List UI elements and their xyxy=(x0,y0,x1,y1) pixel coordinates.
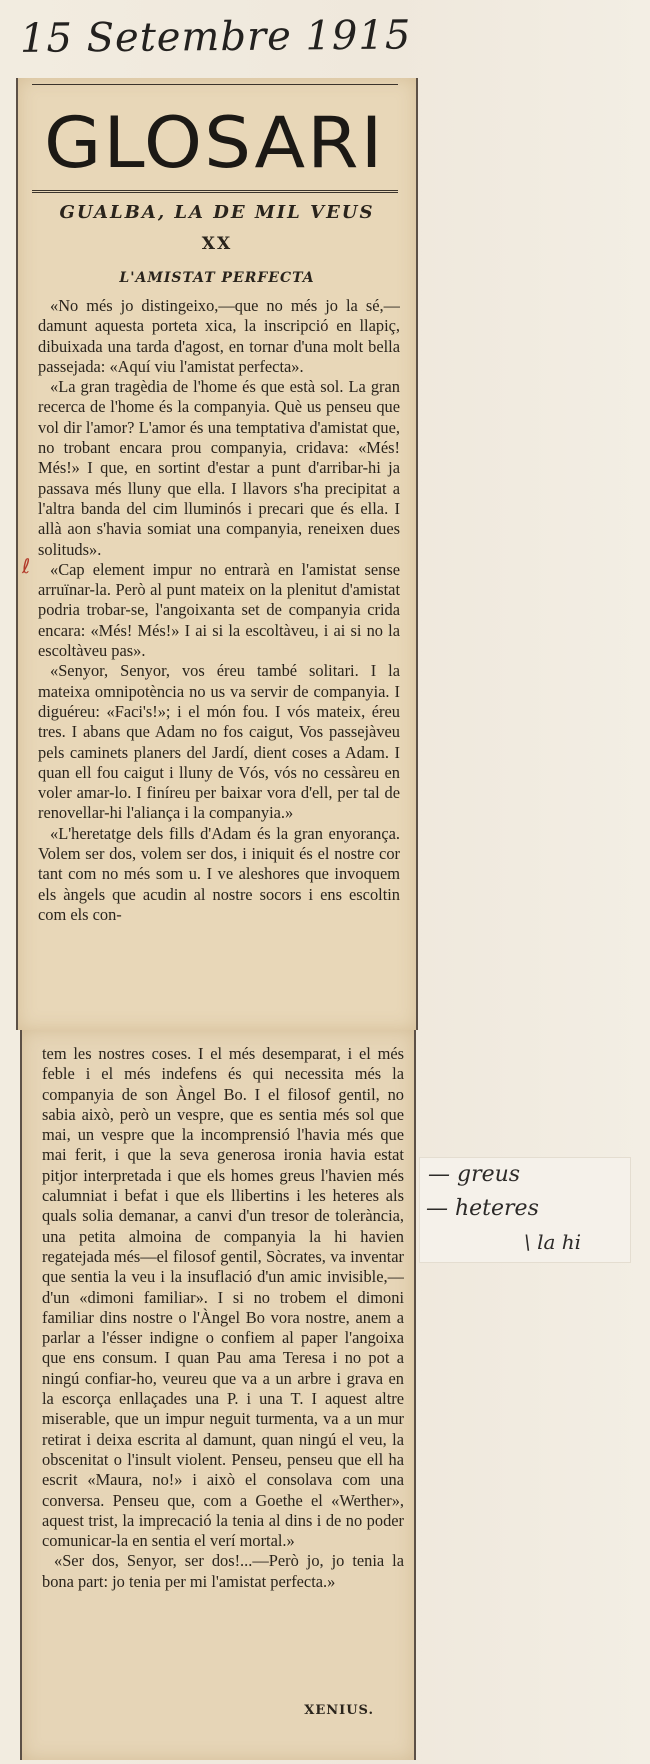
newspaper-clipping-upper xyxy=(16,78,418,1030)
article-body-lower xyxy=(42,1044,404,1704)
note-line: — heteres xyxy=(426,1196,539,1221)
paragraph: «L'heretatge dels fills d'Adam és la gran enyorança. Volem ser dos, volem ser dos, i iniquit és el nostre cor tant com no més som u. I ve aleshores que invoquem els àngels que acudin al nostre socors i ens escoltin com els con- xyxy=(38,823,400,924)
handwritten-date: 15 Setembre 1915 xyxy=(19,12,412,62)
chapter-number: XX xyxy=(201,234,233,254)
masthead-rule-bottom xyxy=(32,190,398,193)
masthead-title: GLOSARI xyxy=(44,102,385,184)
handwritten-correction-note xyxy=(420,1158,630,1262)
author-signature: XENIUS. xyxy=(304,1703,374,1718)
series-title: GUALBA, LA DE MIL VEUS xyxy=(59,202,375,223)
paragraph: «La gran tragèdia de l'home és que està sol. La gran recerca de l'home és la companyia. Què us penseu que vol dir l'amor? L'amor és una temptativa d'amistat que, no trobant encara prou companyia, cridava: «Més! Més!» I que, en sortint d'estar a punt d'arribar-hi ja passava més lluny que ella. I llavors s'ha precipitat a l'altra banda del cim lluminós i precari que és ella. I allà aon s'havia somiat una companyia, reneixen dues solituds». xyxy=(38,377,400,559)
paragraph: «Cap element impur no entrarà en l'amistat sense arruïnar-la. Però al punt mateix on la plenitut d'amistat podria trobar-se, l'angoixanta set de companyia crida encara: «Més! Més!» I ai si la escoltàveu, i ai si no la escoltàveu pas». xyxy=(38,559,400,661)
note-line: — greus xyxy=(428,1162,521,1187)
paragraph: tem les nostres coses. I el més desemparat, i el més feble i el més indefens és qui necessita més la companyia de son Àngel Bo. I el filosof gentil, no sabia això, però un vespre, que es sentia més sol que mai, un vespre que la incomprensió l'havia més que mai ferit, i que la seva generosa ironia havia estat pitjor interpretada i que els homes greus l'havien més calumniat i befat i que els llibertins i les heteres als quals solia demanar, a canvi d'un tresor de tolerància, una petita almoina de companyia la hi havien regatejada més—el filosof gentil, Sòcrates, va inventar que sentia la veu i la insuflació d'un amic invisible,—d'un «dimoni familiar». I si no trobem el dimoni familiar dins nostre o l'Àngel Bo vora nostre, anem a parlar a l'ésser indigne o confiem al paper l'angoixa que ens consum. I quan Pau ama Teresa i no pot a ningú confiar-ho, veureu que va a un arbre i grava en la escorça enllaçades una P. i una T. I aquest altre miserable, que un impur neguit turmenta, va a un mur retirat i deixa escrita al damunt, quan ningú el veu, la obscenitat o l'insult violent. Penseu, penseu que ell ha escrit «Maura, no!» i això el consolava com una conversa. Penseu que, com a Goethe el «Werther», aquest trist, la imprecació la tenia al dins i de no poder comunicar-la en sentia el verí mortal.» xyxy=(42,1044,404,1551)
paragraph: «No més jo distingeixo,—que no més jo la sé,—damunt aquesta porteta xica, la inscripció en llapiç, dibuixada una tarda d'agost, en tornar d'una molt bella passejada: «Aquí viu l'amistat perfecta». xyxy=(38,296,400,376)
paragraph: «Ser dos, Senyor, ser dos!...—Però jo, jo tenia la bona part: jo tenia per mi l'amistat perfecta.» xyxy=(42,1551,404,1591)
red-correction-mark: ℓ xyxy=(22,554,31,578)
chapter-title: L'AMISTAT PERFECTA xyxy=(119,270,315,286)
note-line: \ la hi xyxy=(524,1230,582,1254)
masthead-rule-top xyxy=(32,84,398,85)
newspaper-clipping-lower xyxy=(20,1030,416,1760)
article-body-upper xyxy=(38,296,400,1020)
paragraph: «Senyor, Senyor, vos éreu també solitari. I la mateixa omnipotència no us va servir de companyia. I diguéreu: «Faci's!»; i el món fou. I vós mateix, éreu tres. I abans que Adam no fos caigut, Vos passejàveu pels caminets planers del Jardí, dient coses a Adam. I quan ell fou caigut i lluny de Vós, vós no cessàreu en voler amar-lo. I finíreu per baixar vora d'ell, per tal de renovellar-hi l'aliança i la companyia.» xyxy=(38,661,400,823)
